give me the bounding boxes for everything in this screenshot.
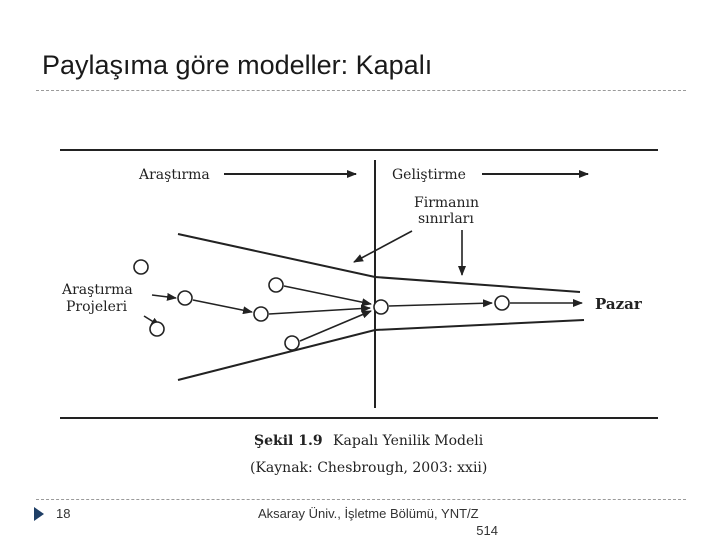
- page-number: 18: [56, 506, 71, 521]
- flow-arrow: [193, 300, 252, 312]
- bullet-triangle-icon: [34, 507, 44, 521]
- flow-arrow: [389, 303, 492, 306]
- figure-source: (Kaynak: Chesbrough, 2003: xxii): [250, 460, 488, 476]
- slide-title: Paylaşıma göre modeller: Kapalı: [42, 50, 433, 80]
- footer-text: [258, 505, 498, 539]
- project-circle: [134, 260, 148, 274]
- footer-line-2: 514: [476, 523, 498, 538]
- flow-arrow: [300, 311, 371, 341]
- flow-arrow: [269, 308, 370, 314]
- project-circle: [269, 278, 283, 292]
- closed-innovation-figure: [54, 130, 674, 485]
- funnel-upper-boundary: [178, 234, 580, 292]
- label-research: Araştırma: [139, 167, 210, 183]
- flow-arrow: [284, 286, 371, 304]
- project-circle: [254, 307, 268, 321]
- figure-svg: [54, 130, 674, 480]
- label-projects-2: Projeleri: [66, 299, 128, 315]
- boundary-pointer-arrow: [354, 231, 412, 262]
- projects-arrow-upper: [152, 295, 176, 298]
- label-firm-boundaries-1: Firmanın: [414, 195, 480, 211]
- caption-number: Şekil 1.9: [254, 433, 323, 449]
- title-divider: [36, 90, 686, 91]
- label-firm-boundaries-2: sınırları: [418, 211, 474, 227]
- funnel-lower-boundary: [178, 320, 584, 380]
- selected-project-circle: [374, 300, 388, 314]
- development-circle: [495, 296, 509, 310]
- label-projects-1: Araştırma: [62, 282, 133, 298]
- caption-title: Kapalı Yenilik Modeli: [333, 433, 484, 449]
- project-circle: [285, 336, 299, 350]
- footer-divider: [36, 499, 686, 500]
- label-market: Pazar: [595, 295, 642, 313]
- footer-line-1: Aksaray Üniv., İşletme Bölümü, YNT/Z: [258, 506, 479, 521]
- project-circle: [150, 322, 164, 336]
- label-development: Geliştirme: [392, 167, 466, 183]
- project-circle: [178, 291, 192, 305]
- figure-caption: [254, 433, 484, 449]
